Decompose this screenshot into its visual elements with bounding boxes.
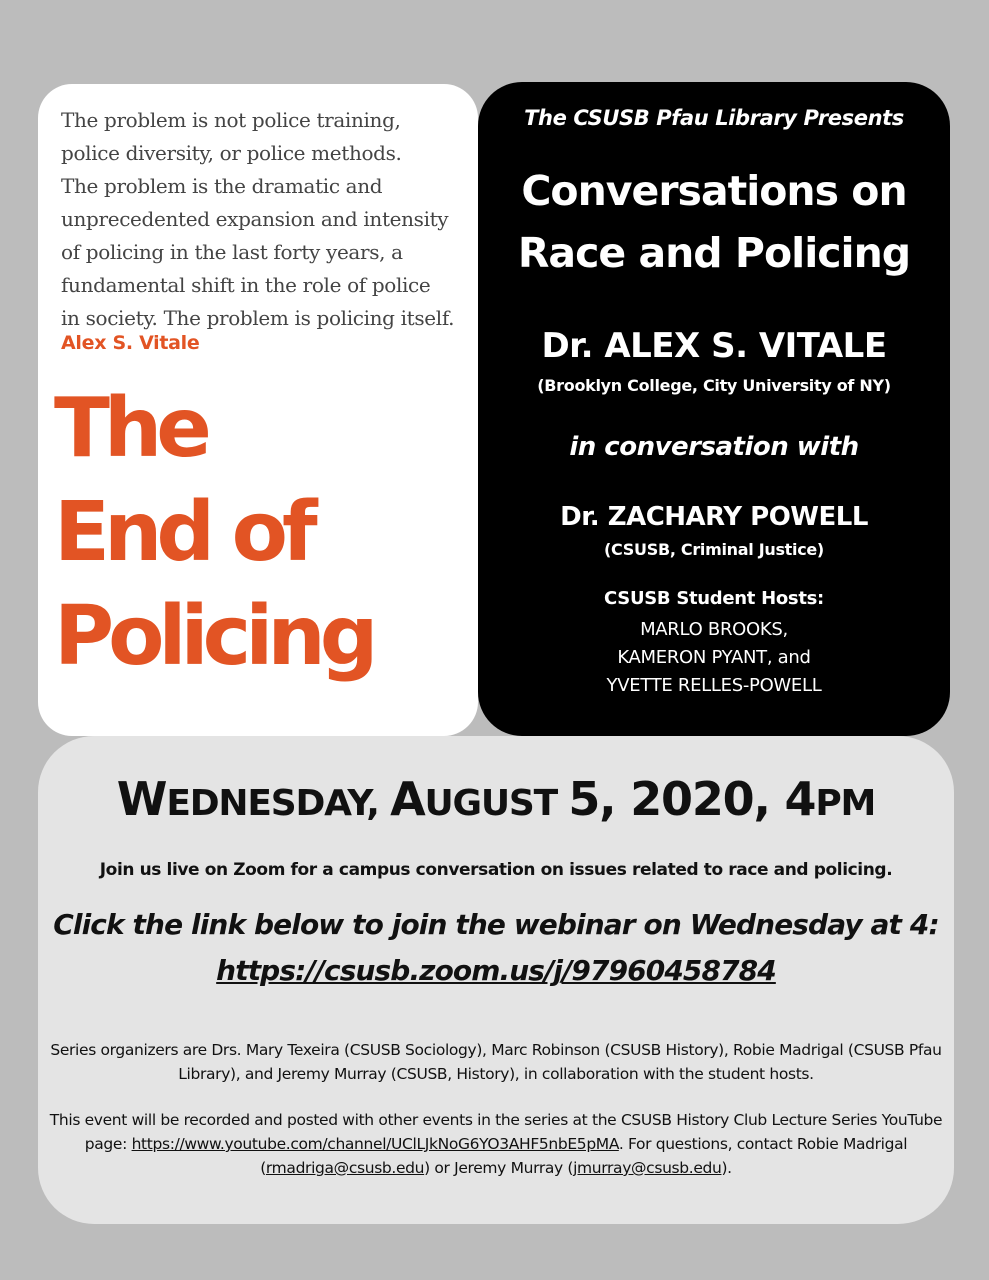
date-part: UGUST bbox=[424, 783, 569, 824]
email-link-madrigal[interactable]: rmadriga@csusb.edu bbox=[265, 1159, 425, 1177]
zoom-webinar-link[interactable]: https://csusb.zoom.us/j/97960458784 bbox=[216, 954, 776, 987]
event-title: Conversations on Race and Policing bbox=[517, 167, 911, 277]
speaker-affiliation-primary: (Brooklyn College, City University of NY) bbox=[537, 376, 891, 395]
event-date bbox=[38, 772, 954, 826]
student-hosts-label: CSUSB Student Hosts: bbox=[604, 588, 824, 609]
date-part: EDNESDAY, bbox=[166, 783, 391, 824]
student-hosts-list: MARLO BROOKS, KAMERON PYANT, and YVETTE RELLES-POWELL bbox=[606, 619, 822, 696]
book-quote: The problem is not police training, police diversity, or police methods. The problem is the dramatic and unprecedented expansion and intensity of policing in the last forty years, a fundamental shift in the role of police in society. The problem is policing itself. bbox=[61, 108, 455, 330]
recording-info-or: ) or Jeremy Murray ( bbox=[424, 1159, 574, 1177]
speaker-affiliation-secondary: (CSUSB, Criminal Justice) bbox=[604, 540, 824, 559]
series-organizers-text: Series organizers are Drs. Mary Texeira (CSUSB Sociology), Marc Robinson (CSUSB History), Robie Madrigal (CSUSB Pfau Library), and Jeremy Murray (CSUSB, History), in collaboration with the student hosts. bbox=[50, 1041, 942, 1083]
date-part: 5, 2020, 4 bbox=[568, 772, 816, 826]
speaker-name-secondary: Dr. ZACHARY POWELL bbox=[560, 502, 868, 532]
speaker-name-primary: Dr. ALEX S. VITALE bbox=[541, 326, 887, 366]
date-part: PM bbox=[815, 783, 876, 824]
date-part: W bbox=[116, 772, 167, 826]
presenter-line: The CSUSB Pfau Library Presents bbox=[524, 106, 904, 130]
event-details-panel bbox=[38, 736, 954, 1224]
date-part: A bbox=[390, 772, 425, 826]
event-info-panel bbox=[478, 82, 950, 736]
book-author: Alex S. Vitale bbox=[61, 332, 200, 354]
join-instruction: Click the link below to join the webinar on Wednesday at 4: bbox=[53, 908, 939, 941]
join-description: Join us live on Zoom for a campus conversation on issues related to race and policing. bbox=[99, 860, 893, 880]
conversation-connector: in conversation with bbox=[569, 432, 859, 462]
email-link-murray[interactable]: jmurray@csusb.edu bbox=[573, 1159, 722, 1177]
book-cover-panel bbox=[38, 84, 478, 736]
recording-info-text bbox=[48, 1108, 944, 1180]
youtube-channel-link[interactable]: https://www.youtube.com/channel/UClLJkNoG6YO3AHF5nbE5pMA bbox=[131, 1135, 619, 1153]
recording-info-end: ). bbox=[721, 1159, 732, 1177]
recording-info-lead: This event will be recorded and posted with other events in the series at the CSUSB History Club Lecture Series YouTube page: bbox=[49, 1111, 943, 1153]
book-title: The End of Policing bbox=[54, 381, 373, 684]
recording-info-contact: . For questions, contact Robie Madrigal ( bbox=[260, 1135, 908, 1177]
